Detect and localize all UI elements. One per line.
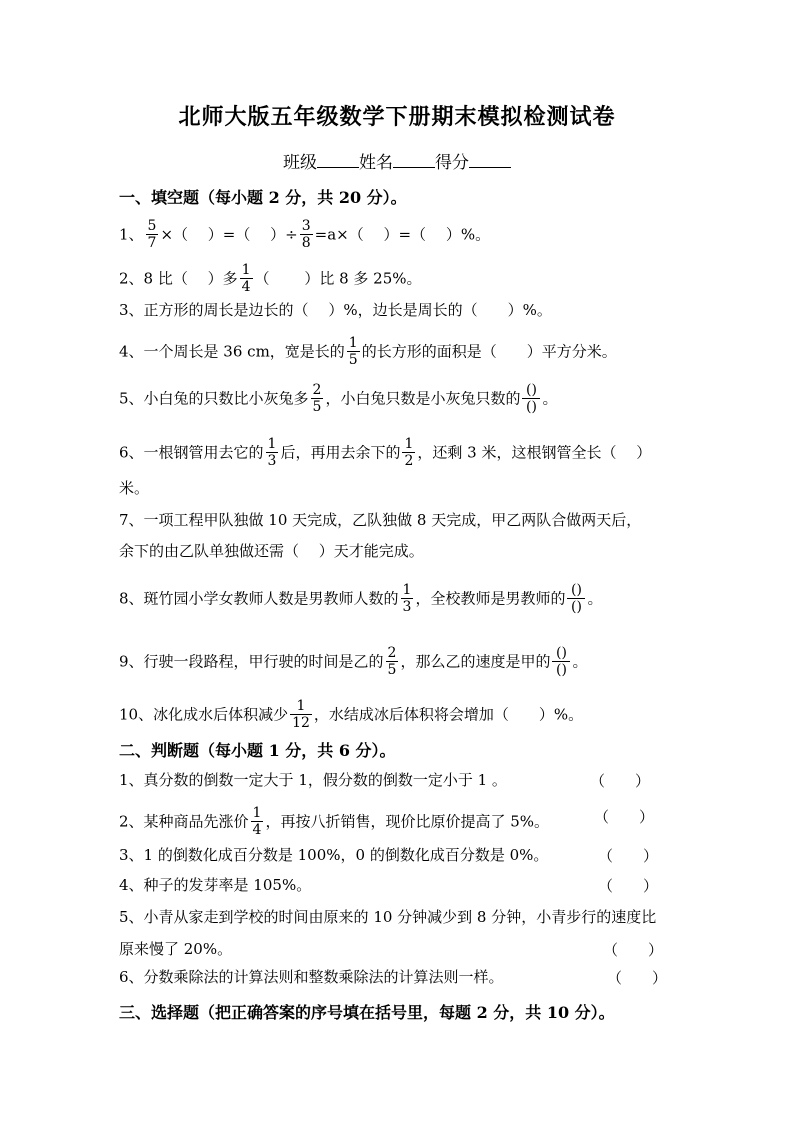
question-1-1: 1、 $\frac{5}{7}$ ×（ ）=（ ）÷ $\frac{3}{8}$ =a×（ ）=（ ）%。: [119, 218, 491, 251]
question-1-8: 8、斑竹园小学女教师人数是男教师人数的 $\frac{1}{3}$ ，全校教师是男教师的 $\frac{()}{()}$ 。: [119, 582, 603, 615]
score-label: 得分: [435, 153, 469, 173]
fraction: $\frac{1}{2}$: [404, 436, 414, 469]
class-blank: [317, 151, 359, 168]
question-1-7: 7、一项工程甲队独做 10 天完成，乙队独做 8 天完成，甲乙两队合做两天后，: [119, 511, 642, 529]
fraction: $\frac{1}{5}$: [348, 335, 358, 368]
question-2-5-cont: 原来慢了 20%。: [119, 940, 233, 958]
fraction: $\frac{1}{3}$: [267, 436, 277, 469]
fraction: $\frac{1}{4}$: [252, 805, 262, 838]
fraction: $\frac{2}{5}$: [312, 382, 322, 415]
fraction: $\frac{1}{4}$: [241, 262, 251, 295]
class-label: 班级: [283, 153, 317, 173]
question-1-6-cont: 米。: [119, 479, 150, 497]
answer-paren: （ ）: [603, 941, 664, 959]
question-2-2: 2、某种商品先涨价 $\frac{1}{4}$ ，再按八折销售，现价比原价提高了 5%。: [119, 805, 550, 838]
name-label: 姓名: [359, 153, 393, 173]
question-2-6: 6、分数乘除法的计算法则和整数乘除法的计算法则一样。: [119, 968, 504, 986]
question-1-4: 4、一个周长是 36 cm，宽是长的 $\frac{1}{5}$ 的长方形的面积是（ ）平方分米。: [119, 335, 617, 368]
question-1-9: 9、行驶一段路程，甲行驶的时间是乙的 $\frac{2}{5}$ ，那么乙的速度是甲的 $\frac{()}{()}$ 。: [119, 645, 588, 678]
question-1-10: 10、冰化成水后体积减少 $\frac{1}{12}$ ，水结成冰后体积将会增加（ ）%。: [119, 698, 584, 731]
question-1-2: 2、8 比（ ）多 $\frac{1}{4}$ （ ）比 8 多 25%。: [119, 262, 422, 295]
blank-fraction: $\frac{()}{()}$: [552, 645, 570, 678]
fraction: $\frac{5}{7}$: [147, 218, 157, 251]
answer-paren: （ ）: [598, 877, 659, 895]
section-3-heading: 三、选择题（把正确答案的序号填在括号里，每题 2 分，共 10 分）。: [119, 1003, 615, 1022]
blank-fraction: $\frac{()}{()}$: [567, 582, 585, 615]
question-2-1: 1、真分数的倒数一定大于 1，假分数的倒数一定小于 1 。: [119, 771, 507, 789]
answer-paren: （ ）: [590, 772, 651, 790]
answer-paren: （ ）: [594, 808, 655, 826]
fraction: $\frac{1}{12}$: [292, 698, 310, 731]
question-1-6: 6、一根钢管用去它的 $\frac{1}{3}$ 后，再用去余下的 $\frac{1}{2}$ ，还剩 3 米，这根钢管全长（ ）: [119, 436, 652, 469]
answer-paren: （ ）: [598, 847, 659, 865]
answer-paren: （ ）: [607, 969, 668, 987]
name-blank: [393, 151, 435, 168]
question-2-5: 5、小青从家走到学校的时间由原来的 10 分钟减少到 8 分钟，小青步行的速度比: [119, 908, 657, 926]
fraction: $\frac{2}{5}$: [387, 645, 397, 678]
question-2-4: 4、种子的发芽率是 105%。: [119, 876, 312, 894]
page-title: 北师大版五年级数学下册期末模拟检测试卷: [178, 104, 616, 130]
blank-fraction: $\frac{()}{()}$: [522, 382, 540, 415]
section-2-heading: 二、判断题（每小题 1 分，共 6 分）。: [119, 741, 396, 760]
question-1-7-cont: 余下的由乙队单独做还需（ ）天才能完成。: [119, 542, 424, 560]
student-info-line: [0, 148, 794, 173]
question-1-5: 5、小白兔的只数比小灰兔多 $\frac{2}{5}$ ，小白兔只数是小灰兔只数的 $\frac{()}{()}$ 。: [119, 382, 558, 415]
fraction: $\frac{1}{3}$: [402, 582, 412, 615]
fraction: $\frac{3}{8}$: [301, 218, 311, 251]
section-1-heading: 一、填空题（每小题 2 分，共 20 分）。: [119, 188, 407, 207]
score-blank: [469, 151, 511, 168]
question-1-3: 3、正方形的周长是边长的（ ）%，边长是周长的（ ）%。: [119, 301, 552, 319]
question-2-3: 3、1 的倒数化成百分数是 100%，0 的倒数化成百分数是 0%。: [119, 846, 549, 864]
